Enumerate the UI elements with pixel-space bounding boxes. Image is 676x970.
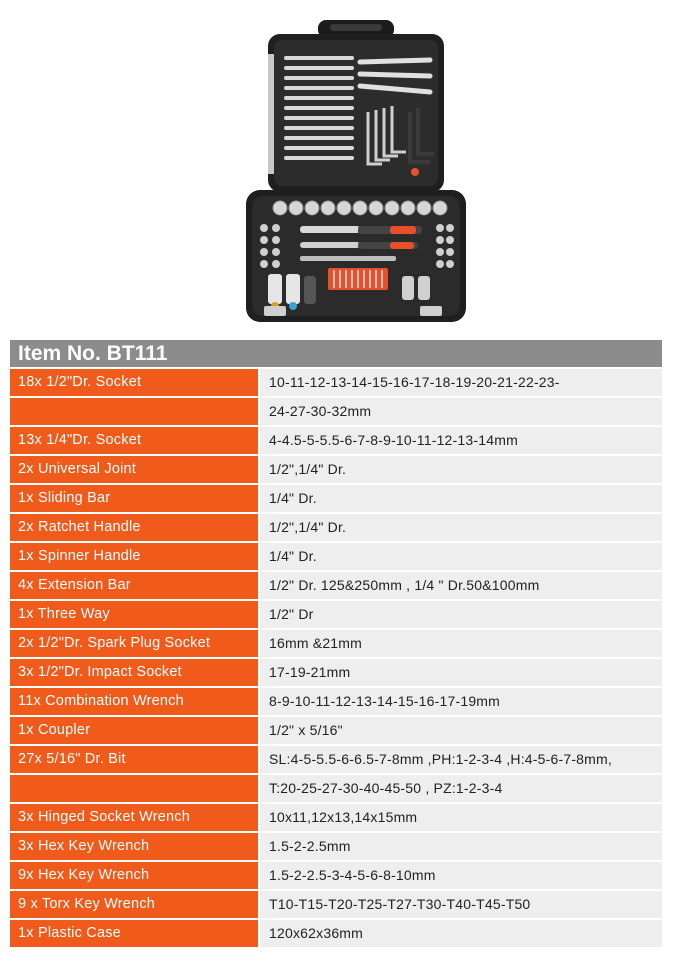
item-cell: 11x Combination Wrench bbox=[10, 688, 258, 715]
table-row bbox=[10, 833, 662, 860]
spec-cell: 1/2" Dr bbox=[260, 601, 662, 628]
table-row bbox=[10, 543, 662, 570]
spec-cell: 120x62x36mm bbox=[260, 920, 662, 947]
table-row bbox=[10, 601, 662, 628]
spec-cell: 1.5-2-2.5-3-4-5-6-8-10mm bbox=[260, 862, 662, 889]
spec-cell: SL:4-5-5.5-6-6.5-7-8mm ,PH:1-2-3-4 ,H:4-5-6-7-8mm, bbox=[260, 746, 662, 773]
item-cell: 1x Sliding Bar bbox=[10, 485, 258, 512]
item-cell: 2x Universal Joint bbox=[10, 456, 258, 483]
spec-cell: 10x11,12x13,14x15mm bbox=[260, 804, 662, 831]
spec-cell: 4-4.5-5-5.5-6-7-8-9-10-11-12-13-14mm bbox=[260, 427, 662, 454]
spec-cell: 1/2",1/4" Dr. bbox=[260, 456, 662, 483]
item-cell: 2x 1/2"Dr. Spark Plug Socket bbox=[10, 630, 258, 657]
table-row bbox=[10, 514, 662, 541]
spec-cell: T:20-25-27-30-40-45-50 , PZ:1-2-3-4 bbox=[260, 775, 662, 802]
table-row bbox=[10, 659, 662, 686]
table-row bbox=[10, 485, 662, 512]
spec-cell: 1.5-2-2.5mm bbox=[260, 833, 662, 860]
item-cell: 18x 1/2"Dr. Socket bbox=[10, 369, 258, 396]
table-row bbox=[10, 717, 662, 744]
item-cell: 2x Ratchet Handle bbox=[10, 514, 258, 541]
table-row bbox=[10, 572, 662, 599]
spec-cell: 16mm &21mm bbox=[260, 630, 662, 657]
table-row bbox=[10, 427, 662, 454]
spec-cell: 1/2" x 5/16" bbox=[260, 717, 662, 744]
table-row bbox=[10, 804, 662, 831]
table-row bbox=[10, 630, 662, 657]
spec-table bbox=[10, 369, 662, 949]
item-cell: 3x 1/2"Dr. Impact Socket bbox=[10, 659, 258, 686]
table-row bbox=[10, 398, 662, 425]
item-cell: 3x Hex Key Wrench bbox=[10, 833, 258, 860]
table-row bbox=[10, 688, 662, 715]
item-cell: 1x Spinner Handle bbox=[10, 543, 258, 570]
tool-set-case-image bbox=[240, 14, 472, 326]
spec-cell: T10-T15-T20-T25-T27-T30-T40-T45-T50 bbox=[260, 891, 662, 918]
spec-cell: 10-11-12-13-14-15-16-17-18-19-20-21-22-23- bbox=[260, 369, 662, 396]
spec-cell: 1/4" Dr. bbox=[260, 485, 662, 512]
item-cell: 13x 1/4"Dr. Socket bbox=[10, 427, 258, 454]
item-cell: 1x Plastic Case bbox=[10, 920, 258, 947]
spec-cell: 24-27-30-32mm bbox=[260, 398, 662, 425]
table-row bbox=[10, 862, 662, 889]
item-cell: 4x Extension Bar bbox=[10, 572, 258, 599]
table-row bbox=[10, 369, 662, 396]
spec-cell: 8-9-10-11-12-13-14-15-16-17-19mm bbox=[260, 688, 662, 715]
table-row bbox=[10, 775, 662, 802]
item-number-title: Item No. BT111 bbox=[18, 342, 168, 365]
table-row bbox=[10, 456, 662, 483]
item-cell: 3x Hinged Socket Wrench bbox=[10, 804, 258, 831]
table-row bbox=[10, 891, 662, 918]
spec-cell: 1/2",1/4" Dr. bbox=[260, 514, 662, 541]
item-number-header bbox=[10, 340, 662, 367]
table-row bbox=[10, 920, 662, 947]
spec-cell: 1/2" Dr. 125&250mm , 1/4 " Dr.50&100mm bbox=[260, 572, 662, 599]
item-cell bbox=[10, 775, 258, 802]
item-cell: 1x Three Way bbox=[10, 601, 258, 628]
item-cell: 9x Hex Key Wrench bbox=[10, 862, 258, 889]
item-cell bbox=[10, 398, 258, 425]
item-cell: 27x 5/16" Dr. Bit bbox=[10, 746, 258, 773]
spec-cell: 1/4" Dr. bbox=[260, 543, 662, 570]
table-row bbox=[10, 746, 662, 773]
item-cell: 1x Coupler bbox=[10, 717, 258, 744]
spec-cell: 17-19-21mm bbox=[260, 659, 662, 686]
item-cell: 9 x Torx Key Wrench bbox=[10, 891, 258, 918]
